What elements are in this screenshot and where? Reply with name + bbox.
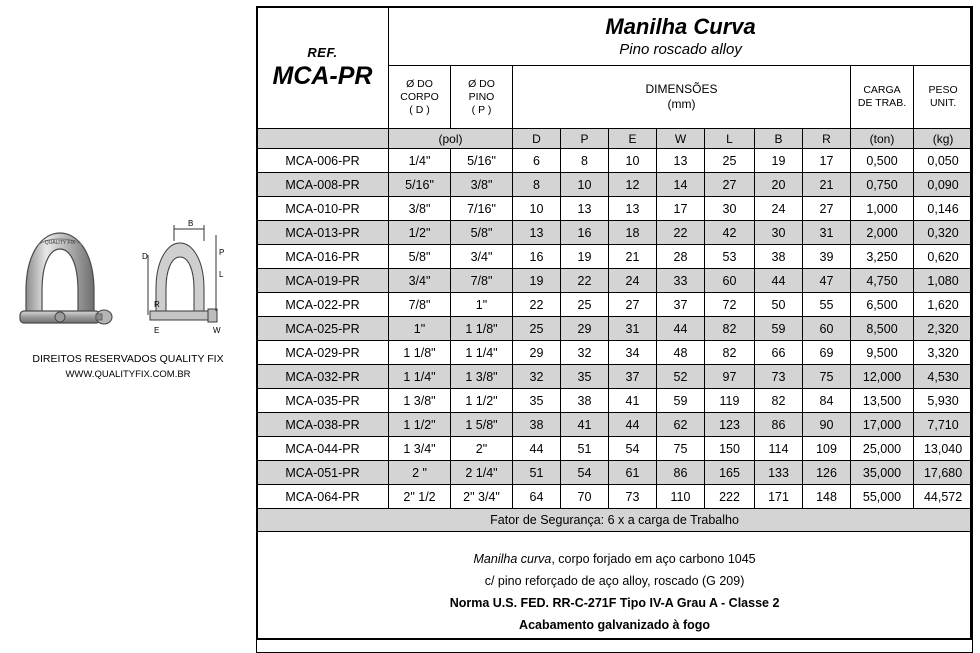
cell-pino: 1" [451,293,513,317]
cell-ref: MCA-019-PR [257,269,389,293]
shackle-dimension-diagram [142,219,224,335]
units-ton: (ton) [851,129,914,149]
cell-W: 52 [657,365,705,389]
pin-dia-line2: PINO [468,90,495,103]
cell-carga: 1,000 [851,197,914,221]
cell-P: 51 [561,437,609,461]
cell-pino: 1 1/8" [451,317,513,341]
cell-W: 110 [657,485,705,509]
cell-D: 10 [513,197,561,221]
table-row [257,293,973,317]
cell-W: 14 [657,173,705,197]
units-R: R [803,129,851,149]
cell-pino: 1 3/8" [451,365,513,389]
cell-E: 13 [609,197,657,221]
cell-L: 25 [705,149,755,173]
cell-pino: 5/16" [451,149,513,173]
cell-R: 21 [803,173,851,197]
cell-E: 18 [609,221,657,245]
cell-R: 47 [803,269,851,293]
specification-table [256,6,973,653]
cell-R: 148 [803,485,851,509]
note-line-4: Acabamento galvanizado à fogo [519,618,711,632]
table-row [257,173,973,197]
table-row [257,413,973,437]
cell-P: 32 [561,341,609,365]
table-row [257,149,973,173]
credits-line-1: DIREITOS RESERVADOS QUALITY FIX [32,353,224,365]
table-row [257,437,973,461]
cell-W: 62 [657,413,705,437]
cell-pino: 2" [451,437,513,461]
cell-B: 86 [755,413,803,437]
col-header-working-load [851,66,914,129]
cell-peso: 0,146 [914,197,973,221]
cell-ref: MCA-010-PR [257,197,389,221]
cell-R: 90 [803,413,851,437]
cell-B: 66 [755,341,803,365]
cell-D: 38 [513,413,561,437]
cell-D: 13 [513,221,561,245]
cell-L: 119 [705,389,755,413]
pin-dia-line1: Ø DO [468,77,495,90]
cell-L: 30 [705,197,755,221]
cell-E: 27 [609,293,657,317]
cell-E: 21 [609,245,657,269]
note-line-1 [257,548,972,570]
pin-dia-line3: ( P ) [471,103,492,116]
cell-P: 22 [561,269,609,293]
cell-carga: 9,500 [851,341,914,365]
cell-B: 38 [755,245,803,269]
cell-corpo: 5/16" [389,173,451,197]
cell-peso: 5,930 [914,389,973,413]
cell-pino: 2 1/4" [451,461,513,485]
cell-W: 17 [657,197,705,221]
cell-corpo: 1" [389,317,451,341]
cell-D: 35 [513,389,561,413]
cell-ref: MCA-022-PR [257,293,389,317]
cell-L: 165 [705,461,755,485]
cell-carga: 17,000 [851,413,914,437]
cell-carga: 2,000 [851,221,914,245]
cell-P: 54 [561,461,609,485]
cell-P: 41 [561,413,609,437]
cell-L: 222 [705,485,755,509]
table-row [257,365,973,389]
cell-peso: 44,572 [914,485,973,509]
note-line-1-rest: , corpo forjado em aço carbono 1045 [551,552,756,566]
cell-corpo: 1 1/2" [389,413,451,437]
note-line-3: Norma U.S. FED. RR-C-271F Tipo IV-A Grau A - Classe 2 [449,596,780,610]
notes-row [257,532,973,653]
cell-corpo: 3/8" [389,197,451,221]
cell-E: 54 [609,437,657,461]
cell-L: 97 [705,365,755,389]
cell-pino: 3/4" [451,245,513,269]
cell-carga: 6,500 [851,293,914,317]
cell-ref: MCA-035-PR [257,389,389,413]
svg-text:W: W [213,326,221,335]
cell-E: 31 [609,317,657,341]
cell-R: 39 [803,245,851,269]
curved-shackle-drawing [8,215,248,335]
cell-D: 16 [513,245,561,269]
cell-L: 123 [705,413,755,437]
cell-L: 27 [705,173,755,197]
weight-line1: PESO [928,84,958,96]
cell-peso: 0,050 [914,149,973,173]
cell-ref: MCA-025-PR [257,317,389,341]
svg-text:R: R [154,300,160,309]
ref-label: REF. [307,44,338,60]
cell-P: 10 [561,173,609,197]
illustration-panel [0,0,256,647]
cell-P: 19 [561,245,609,269]
cell-E: 44 [609,413,657,437]
cell-ref: MCA-029-PR [257,341,389,365]
units-D: D [513,129,561,149]
cell-E: 73 [609,485,657,509]
units-P: P [561,129,609,149]
cell-corpo: 1 1/8" [389,341,451,365]
safety-factor-text: Fator de Segurança: 6 x a carga de Trabalho [257,509,973,532]
cell-D: 64 [513,485,561,509]
cell-corpo: 3/4" [389,269,451,293]
cell-P: 70 [561,485,609,509]
cell-R: 55 [803,293,851,317]
units-pol: (pol) [389,129,513,149]
cell-E: 37 [609,365,657,389]
cell-E: 10 [609,149,657,173]
col-header-dimensions [513,66,851,129]
cell-ref: MCA-008-PR [257,173,389,197]
cell-W: 86 [657,461,705,485]
cell-L: 53 [705,245,755,269]
ref-code: MCA-PR [272,61,373,90]
table-row [257,485,973,509]
cell-ref: MCA-016-PR [257,245,389,269]
cell-D: 22 [513,293,561,317]
table-row [257,197,973,221]
cell-B: 82 [755,389,803,413]
cell-corpo: 1 1/4" [389,365,451,389]
table-row [257,317,973,341]
col-header-pin-diameter [451,66,513,129]
cell-L: 72 [705,293,755,317]
cell-peso: 17,680 [914,461,973,485]
cell-carga: 3,250 [851,245,914,269]
cell-peso: 7,710 [914,413,973,437]
cell-carga: 4,750 [851,269,914,293]
cell-ref: MCA-064-PR [257,485,389,509]
cell-D: 29 [513,341,561,365]
cell-L: 82 [705,341,755,365]
cell-W: 48 [657,341,705,365]
units-E: E [609,129,657,149]
cell-carga: 0,500 [851,149,914,173]
product-title: Manilha Curva [605,14,756,39]
units-W: W [657,129,705,149]
cell-corpo: 1 3/4" [389,437,451,461]
cell-peso: 0,620 [914,245,973,269]
cell-B: 171 [755,485,803,509]
cell-R: 109 [803,437,851,461]
cell-carga: 0,750 [851,173,914,197]
col-header-body-diameter [389,66,451,129]
cell-pino: 2" 3/4" [451,485,513,509]
cell-R: 126 [803,461,851,485]
dimensions-unit: (mm) [667,97,696,111]
load-line1: CARGA [863,84,901,96]
cell-E: 41 [609,389,657,413]
cell-R: 84 [803,389,851,413]
cell-E: 12 [609,173,657,197]
cell-P: 16 [561,221,609,245]
cell-W: 13 [657,149,705,173]
cell-pino: 1 1/2" [451,389,513,413]
note-line-1-italic: Manilha curva [473,552,552,566]
table-row [257,245,973,269]
cell-P: 25 [561,293,609,317]
cell-corpo: 2 " [389,461,451,485]
units-L: L [705,129,755,149]
cell-R: 27 [803,197,851,221]
cell-corpo: 1 3/8" [389,389,451,413]
cell-peso: 3,320 [914,341,973,365]
table-units-row [257,129,973,149]
dimensions-title: DIMENSÕES [645,82,718,96]
cell-B: 44 [755,269,803,293]
cell-carga: 8,500 [851,317,914,341]
cell-ref: MCA-051-PR [257,461,389,485]
credits-block [0,352,256,382]
cell-R: 60 [803,317,851,341]
cell-peso: 1,080 [914,269,973,293]
cell-corpo: 2" 1/2 [389,485,451,509]
cell-B: 24 [755,197,803,221]
cell-R: 31 [803,221,851,245]
cell-D: 25 [513,317,561,341]
cell-peso: 2,320 [914,317,973,341]
cell-carga: 55,000 [851,485,914,509]
cell-L: 60 [705,269,755,293]
cell-corpo: 5/8" [389,245,451,269]
cell-D: 44 [513,437,561,461]
cell-B: 19 [755,149,803,173]
svg-text:QUALITY FIX: QUALITY FIX [44,240,76,246]
cell-P: 29 [561,317,609,341]
cell-ref: MCA-038-PR [257,413,389,437]
cell-W: 33 [657,269,705,293]
cell-ref: MCA-044-PR [257,437,389,461]
table-row [257,341,973,365]
cell-pino: 7/8" [451,269,513,293]
cell-B: 30 [755,221,803,245]
col-header-unit-weight [914,66,973,129]
cell-W: 28 [657,245,705,269]
notes-cell [257,532,973,653]
cell-W: 37 [657,293,705,317]
units-blank [257,129,389,149]
cell-B: 59 [755,317,803,341]
cell-pino: 7/16" [451,197,513,221]
cell-E: 61 [609,461,657,485]
units-kg: (kg) [914,129,973,149]
cell-carga: 13,500 [851,389,914,413]
cell-D: 32 [513,365,561,389]
cell-B: 114 [755,437,803,461]
load-line2: DE TRAB. [857,97,907,109]
cell-corpo: 7/8" [389,293,451,317]
cell-pino: 3/8" [451,173,513,197]
svg-text:E: E [154,326,160,335]
body-dia-line2: CORPO [400,90,439,103]
cell-carga: 35,000 [851,461,914,485]
cell-E: 24 [609,269,657,293]
credits-line-2: WWW.QUALITYFIX.COM.BR [65,369,191,380]
cell-peso: 4,530 [914,365,973,389]
cell-R: 69 [803,341,851,365]
svg-text:D: D [142,252,148,261]
shackle-photo [20,233,112,324]
table-row [257,389,973,413]
table-title-row [257,7,973,66]
product-subtitle: Pino roscado alloy [619,41,742,58]
cell-W: 75 [657,437,705,461]
svg-text:P: P [219,248,225,257]
safety-factor-row [257,509,973,532]
body-dia-line3: ( D ) [409,103,430,116]
cell-D: 6 [513,149,561,173]
cell-pino: 1 1/4" [451,341,513,365]
ref-header-cell [257,7,389,129]
cell-B: 50 [755,293,803,317]
cell-L: 82 [705,317,755,341]
cell-W: 59 [657,389,705,413]
table-row [257,269,973,293]
weight-line2: UNIT. [929,97,957,109]
cell-B: 73 [755,365,803,389]
cell-peso: 0,320 [914,221,973,245]
cell-carga: 12,000 [851,365,914,389]
cell-pino: 1 5/8" [451,413,513,437]
cell-corpo: 1/2" [389,221,451,245]
svg-text:B: B [188,219,194,228]
title-cell [389,7,973,66]
cell-peso: 0,090 [914,173,973,197]
cell-pino: 5/8" [451,221,513,245]
table-row [257,461,973,485]
cell-ref: MCA-013-PR [257,221,389,245]
body-dia-line1: Ø DO [406,77,433,90]
note-line-2: c/ pino reforçado de aço alloy, roscado (G 209) [484,574,745,588]
cell-peso: 1,620 [914,293,973,317]
cell-R: 17 [803,149,851,173]
cell-D: 8 [513,173,561,197]
cell-B: 133 [755,461,803,485]
cell-ref: MCA-032-PR [257,365,389,389]
cell-P: 13 [561,197,609,221]
cell-L: 42 [705,221,755,245]
cell-P: 35 [561,365,609,389]
cell-L: 150 [705,437,755,461]
cell-P: 38 [561,389,609,413]
table-row [257,221,973,245]
cell-P: 8 [561,149,609,173]
cell-D: 51 [513,461,561,485]
cell-carga: 25,000 [851,437,914,461]
cell-corpo: 1/4" [389,149,451,173]
cell-W: 44 [657,317,705,341]
svg-text:L: L [219,270,224,279]
cell-B: 20 [755,173,803,197]
cell-D: 19 [513,269,561,293]
cell-ref: MCA-006-PR [257,149,389,173]
units-B: B [755,129,803,149]
cell-R: 75 [803,365,851,389]
cell-E: 34 [609,341,657,365]
cell-W: 22 [657,221,705,245]
cell-peso: 13,040 [914,437,973,461]
